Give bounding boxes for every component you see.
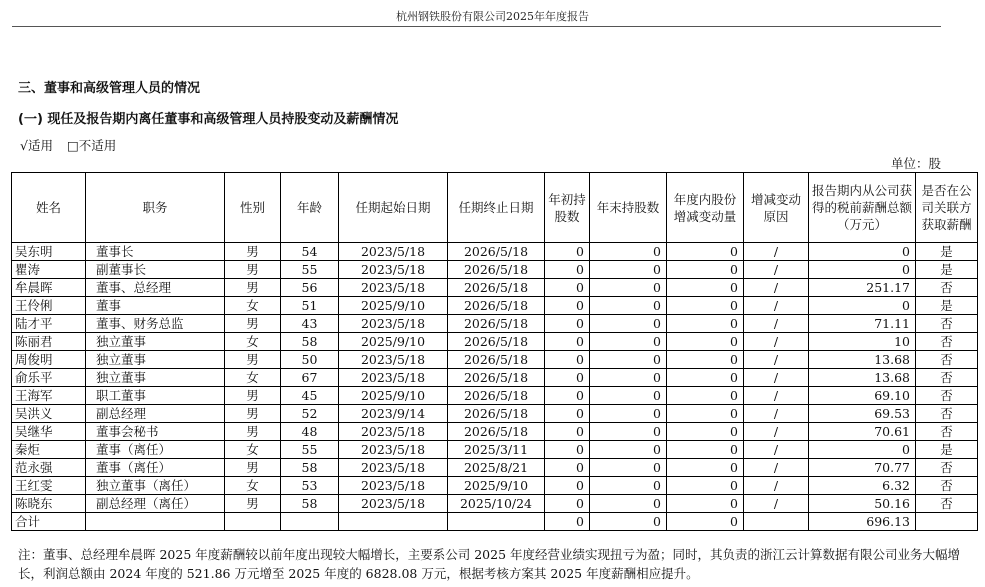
start-shares-cell: 0 [545,495,590,513]
position-cell: 独立董事（离任） [86,477,225,495]
compensation-cell: 0 [809,297,916,315]
start-date-cell: 2025/9/10 [339,333,448,351]
age-cell: 55 [281,441,339,459]
table-cell [281,513,339,531]
compensation-cell: 69.10 [809,387,916,405]
reason-cell: / [744,441,809,459]
compensation-cell: 6.32 [809,477,916,495]
related-party-cell: 否 [916,315,978,333]
end-shares-cell: 0 [590,369,667,387]
reason-cell: / [744,369,809,387]
gender-cell: 男 [225,351,281,369]
reason-cell: / [744,261,809,279]
change-cell: 0 [667,261,744,279]
start-shares-cell: 0 [545,243,590,261]
start-date-cell: 2023/5/18 [339,423,448,441]
start-date-cell: 2023/5/18 [339,243,448,261]
name-cell: 吴东明 [12,243,86,261]
end-shares-cell: 0 [590,387,667,405]
gender-cell: 男 [225,495,281,513]
table-row [12,315,978,333]
start-date-cell: 2023/5/18 [339,315,448,333]
reason-cell: / [744,333,809,351]
end-shares-cell: 0 [590,441,667,459]
end-shares-cell: 0 [590,405,667,423]
start-shares-cell: 0 [545,423,590,441]
related-party-cell: 否 [916,405,978,423]
compensation-cell: 0 [809,243,916,261]
related-party-cell: 否 [916,387,978,405]
gender-cell: 男 [225,261,281,279]
column-header: 是否在公司关联方获取薪酬 [916,173,978,243]
end-date-cell: 2026/5/18 [448,405,545,423]
table-total-row [12,513,978,531]
compensation-table [11,172,978,531]
position-cell: 副董事长 [86,261,225,279]
column-header: 年度内股份增减变动量 [667,173,744,243]
age-cell: 53 [281,477,339,495]
end-shares-cell: 0 [590,459,667,477]
footnote: 注：董事、总经理牟晨晖 2025 年度薪酬较以前年度出现较大幅增长，主要系公司 2025 年度经营业绩实现扭亏为盈；同时，其负责的浙江云计算数据有限公司业务大幅增长，利润总额由 2024 年度的 521.86 万元增至 2025 年度的 6828.08 万元，根据考核方案其 2025 年度薪酬相应提升。 [18,547,961,581]
compensation-cell: 70.61 [809,423,916,441]
applicability-options [20,136,130,154]
start-shares-cell: 0 [545,477,590,495]
start-date-cell: 2023/5/18 [339,459,448,477]
end-date-cell: 2026/5/18 [448,297,545,315]
age-cell: 50 [281,351,339,369]
gender-cell: 男 [225,405,281,423]
table-row [12,243,978,261]
change-cell: 0 [667,477,744,495]
start-date-cell: 2025/9/10 [339,297,448,315]
total-start-shares: 0 [545,513,590,531]
table-row [12,405,978,423]
age-cell: 58 [281,495,339,513]
age-cell: 43 [281,315,339,333]
related-party-cell: 否 [916,477,978,495]
column-header: 姓名 [12,173,86,243]
related-party-cell: 否 [916,333,978,351]
reason-cell: / [744,243,809,261]
start-shares-cell: 0 [545,297,590,315]
gender-cell: 男 [225,423,281,441]
gender-cell: 女 [225,369,281,387]
start-shares-cell: 0 [545,459,590,477]
compensation-cell: 0 [809,441,916,459]
reason-cell: / [744,315,809,333]
end-shares-cell: 0 [590,315,667,333]
position-cell: 董事（离任） [86,441,225,459]
age-cell: 54 [281,243,339,261]
end-shares-cell: 0 [590,333,667,351]
compensation-cell: 251.17 [809,279,916,297]
position-cell: 独立董事 [86,369,225,387]
end-date-cell: 2026/5/18 [448,243,545,261]
header-divider [12,26,941,27]
name-cell: 范永强 [12,459,86,477]
change-cell: 0 [667,297,744,315]
position-cell: 副总经理 [86,405,225,423]
reason-cell: / [744,387,809,405]
reason-cell: / [744,423,809,441]
table-cell [225,513,281,531]
end-shares-cell: 0 [590,279,667,297]
name-cell: 牟晨晖 [12,279,86,297]
change-cell: 0 [667,459,744,477]
compensation-cell: 0 [809,261,916,279]
end-date-cell: 2025/10/24 [448,495,545,513]
end-shares-cell: 0 [590,423,667,441]
reason-cell: / [744,279,809,297]
table-row [12,261,978,279]
gender-cell: 男 [225,279,281,297]
total-change: 0 [667,513,744,531]
age-cell: 51 [281,297,339,315]
end-date-cell: 2025/9/10 [448,477,545,495]
age-cell: 56 [281,279,339,297]
applicable-option: √适用 [20,138,53,153]
name-cell: 王伶俐 [12,297,86,315]
name-cell: 王红雯 [12,477,86,495]
table-cell [448,513,545,531]
start-date-cell: 2023/5/18 [339,279,448,297]
table-row [12,387,978,405]
end-date-cell: 2026/5/18 [448,351,545,369]
end-date-cell: 2026/5/18 [448,369,545,387]
start-date-cell: 2023/9/14 [339,405,448,423]
start-shares-cell: 0 [545,405,590,423]
start-date-cell: 2023/5/18 [339,351,448,369]
section-heading: 三、董事和高级管理人员的情况 [18,81,201,96]
position-cell: 独立董事 [86,351,225,369]
gender-cell: 男 [225,315,281,333]
change-cell: 0 [667,315,744,333]
position-cell: 董事、总经理 [86,279,225,297]
name-cell: 周俊明 [12,351,86,369]
change-cell: 0 [667,423,744,441]
position-cell: 独立董事 [86,333,225,351]
unit-label: 单位：股 [890,156,941,171]
reason-cell: / [744,477,809,495]
start-shares-cell: 0 [545,351,590,369]
start-date-cell: 2023/5/18 [339,495,448,513]
total-compensation: 696.13 [809,513,916,531]
column-header: 任期终止日期 [448,173,545,243]
end-shares-cell: 0 [590,477,667,495]
compensation-cell: 13.68 [809,351,916,369]
compensation-cell: 13.68 [809,369,916,387]
table-row [12,279,978,297]
reason-cell: / [744,459,809,477]
related-party-cell: 否 [916,279,978,297]
position-cell: 副总经理（离任） [86,495,225,513]
name-cell: 瞿涛 [12,261,86,279]
change-cell: 0 [667,441,744,459]
gender-cell: 女 [225,297,281,315]
name-cell: 俞乐平 [12,369,86,387]
start-shares-cell: 0 [545,333,590,351]
age-cell: 58 [281,459,339,477]
section-subheading: (一) 现任及报告期内离任董事和高级管理人员持股变动及薪酬情况 [18,112,399,127]
end-date-cell: 2026/5/18 [448,387,545,405]
name-cell: 王海军 [12,387,86,405]
change-cell: 0 [667,351,744,369]
age-cell: 55 [281,261,339,279]
table-body [12,243,978,513]
column-header: 职务 [86,173,225,243]
compensation-cell: 71.11 [809,315,916,333]
age-cell: 58 [281,333,339,351]
gender-cell: 男 [225,459,281,477]
name-cell: 陆才平 [12,315,86,333]
name-cell: 吴洪义 [12,405,86,423]
related-party-cell: 是 [916,243,978,261]
table-row [12,297,978,315]
reason-cell: / [744,405,809,423]
total-end-shares: 0 [590,513,667,531]
column-header: 增减变动原因 [744,173,809,243]
name-cell: 陈晓东 [12,495,86,513]
start-shares-cell: 0 [545,441,590,459]
end-shares-cell: 0 [590,243,667,261]
reason-cell: / [744,297,809,315]
compensation-cell: 69.53 [809,405,916,423]
gender-cell: 女 [225,333,281,351]
compensation-cell: 70.77 [809,459,916,477]
age-cell: 52 [281,405,339,423]
column-header: 报告期内从公司获得的税前薪酬总额（万元） [809,173,916,243]
gender-cell: 女 [225,441,281,459]
not-applicable-option: □不适用 [66,138,117,153]
reason-cell: / [744,351,809,369]
change-cell: 0 [667,333,744,351]
table-cell [86,513,225,531]
related-party-cell: 否 [916,495,978,513]
age-cell: 67 [281,369,339,387]
name-cell: 陈丽君 [12,333,86,351]
compensation-cell: 10 [809,333,916,351]
start-date-cell: 2023/5/18 [339,369,448,387]
gender-cell: 男 [225,243,281,261]
related-party-cell: 是 [916,261,978,279]
table-row [12,441,978,459]
related-party-cell: 否 [916,423,978,441]
table-cell [916,513,978,531]
table-row [12,369,978,387]
table-row [12,459,978,477]
end-shares-cell: 0 [590,297,667,315]
age-cell: 45 [281,387,339,405]
position-cell: 董事长 [86,243,225,261]
column-header: 年末持股数 [590,173,667,243]
position-cell: 董事 [86,297,225,315]
end-shares-cell: 0 [590,495,667,513]
end-shares-cell: 0 [590,261,667,279]
name-cell: 吴继华 [12,423,86,441]
start-shares-cell: 0 [545,369,590,387]
position-cell: 董事、财务总监 [86,315,225,333]
end-date-cell: 2026/5/18 [448,333,545,351]
table-cell [339,513,448,531]
start-shares-cell: 0 [545,315,590,333]
start-date-cell: 2023/5/18 [339,441,448,459]
total-label: 合计 [12,513,86,531]
change-cell: 0 [667,243,744,261]
table-row [12,333,978,351]
reason-cell: / [744,495,809,513]
compensation-cell: 50.16 [809,495,916,513]
change-cell: 0 [667,405,744,423]
table-header-row [12,173,978,243]
position-cell: 职工董事 [86,387,225,405]
start-date-cell: 2023/5/18 [339,477,448,495]
gender-cell: 女 [225,477,281,495]
related-party-cell: 否 [916,351,978,369]
change-cell: 0 [667,387,744,405]
table-row [12,477,978,495]
gender-cell: 男 [225,387,281,405]
column-header: 性别 [225,173,281,243]
position-cell: 董事（离任） [86,459,225,477]
end-date-cell: 2025/8/21 [448,459,545,477]
table-row [12,495,978,513]
related-party-cell: 是 [916,297,978,315]
table-row [12,351,978,369]
age-cell: 48 [281,423,339,441]
name-cell: 秦炬 [12,441,86,459]
start-shares-cell: 0 [545,261,590,279]
column-header: 任期起始日期 [339,173,448,243]
end-date-cell: 2026/5/18 [448,315,545,333]
end-date-cell: 2026/5/18 [448,423,545,441]
page-header: 杭州钢铁股份有限公司2025年年度报告 [396,10,589,23]
start-date-cell: 2023/5/18 [339,261,448,279]
end-shares-cell: 0 [590,351,667,369]
position-cell: 董事会秘书 [86,423,225,441]
start-shares-cell: 0 [545,279,590,297]
start-date-cell: 2025/9/10 [339,387,448,405]
related-party-cell: 是 [916,441,978,459]
end-date-cell: 2025/3/11 [448,441,545,459]
table-row [12,423,978,441]
change-cell: 0 [667,369,744,387]
table-cell [744,513,809,531]
change-cell: 0 [667,279,744,297]
start-shares-cell: 0 [545,387,590,405]
end-date-cell: 2026/5/18 [448,261,545,279]
related-party-cell: 否 [916,369,978,387]
column-header: 年初持股数 [545,173,590,243]
change-cell: 0 [667,495,744,513]
column-header: 年龄 [281,173,339,243]
related-party-cell: 否 [916,459,978,477]
end-date-cell: 2026/5/18 [448,279,545,297]
